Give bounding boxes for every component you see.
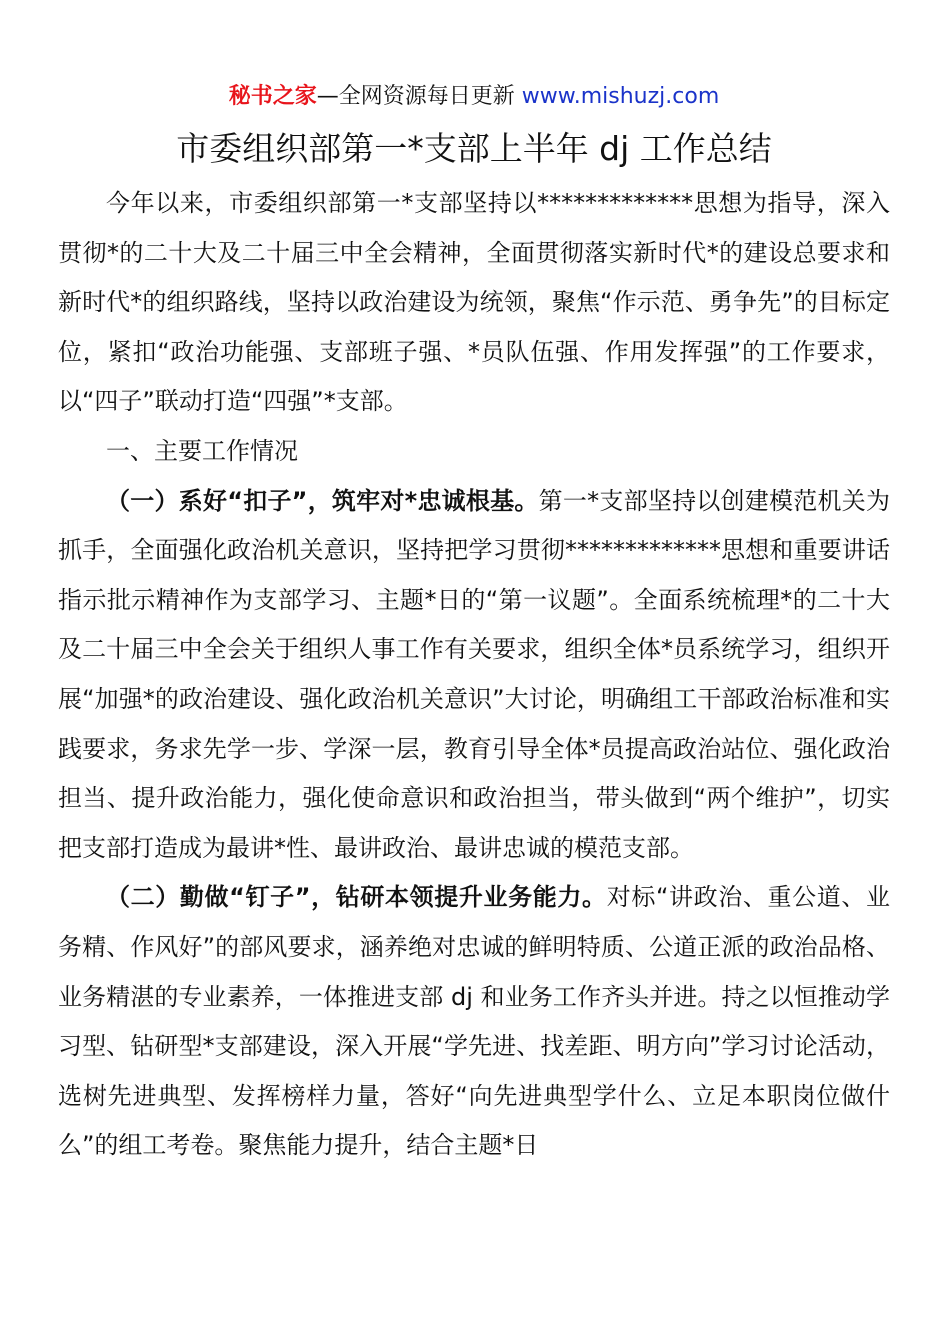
document-title: 市委组织部第一*支部上半年 dj 工作总结 [176,129,772,168]
item-two-body: 对标“讲政治、重公道、业务精、作风好”的部风要求，涵养绝对忠诚的鲜明特质、公道正派的政治品格、业务精湛的专业素养，一体推进支部 dj 和业务工作齐头并进。持之以恒推动学习型、钻研型*支部建设，深入开展“学先进、找差距、明方向”学习讨论活动，选树先进典型、发挥榜样力量，答好“向先进典型学什么、立足本职岗位做什么”的组工考卷。聚焦能力提升，结合主题*日 [58,883,891,1160]
banner-tagline: —全网资源每日更新 [316,84,515,109]
item-two-heading: （二）勤做“钉子”，钻研本领提升业务能力。 [106,883,607,912]
item-one-heading: （一）系好“扣子”，筑牢对*忠诚根基。 [106,486,539,515]
site-banner [58,80,890,114]
brand-name: 秘书之家 [228,84,317,109]
item-one-paragraph [58,477,890,874]
section-heading: 一、主要工作情况 [106,436,298,465]
item-two-paragraph [58,873,890,1171]
item-one-body: 第一*支部坚持以创建模范机关为抓手，全面强化政治机关意识，坚持把学习贯彻*************思想和重要讲话指示批示精神作为支部学习、主题*日的“第一议题”。全面系统梳理*的二十大及二十届三中全会关于组织人事工作有关要求，组织全体*员系统学习，组织开展“加强*的政治建设、强化政治机关意识”大讨论，明确组工干部政治标准和实践要求，务求先学一步、学深一层，教育引导全体*员提高政治站位、强化政治担当、提升政治能力，强化使命意识和政治担当，带头做到“两个维护”，切实把支部打造成为最讲*性、最讲政治、最讲忠诚的模范支部。 [58,486,890,862]
intro-paragraph: 今年以来，市委组织部第一*支部坚持以*************思想为指导，深入贯彻*的二十大及二十届三中全会精神，全面贯彻落实新时代*的建设总要求和新时代*的组织路线，坚持以政治建设为统领，聚焦“作示范、勇争先”的目标定位，紧扣“政治功能强、支部班子强、*员队伍强、作用发挥强”的工作要求，以“四子”联动打造“四强”*支部。 [58,189,890,416]
site-url: www.mishuzj.com [521,84,720,109]
